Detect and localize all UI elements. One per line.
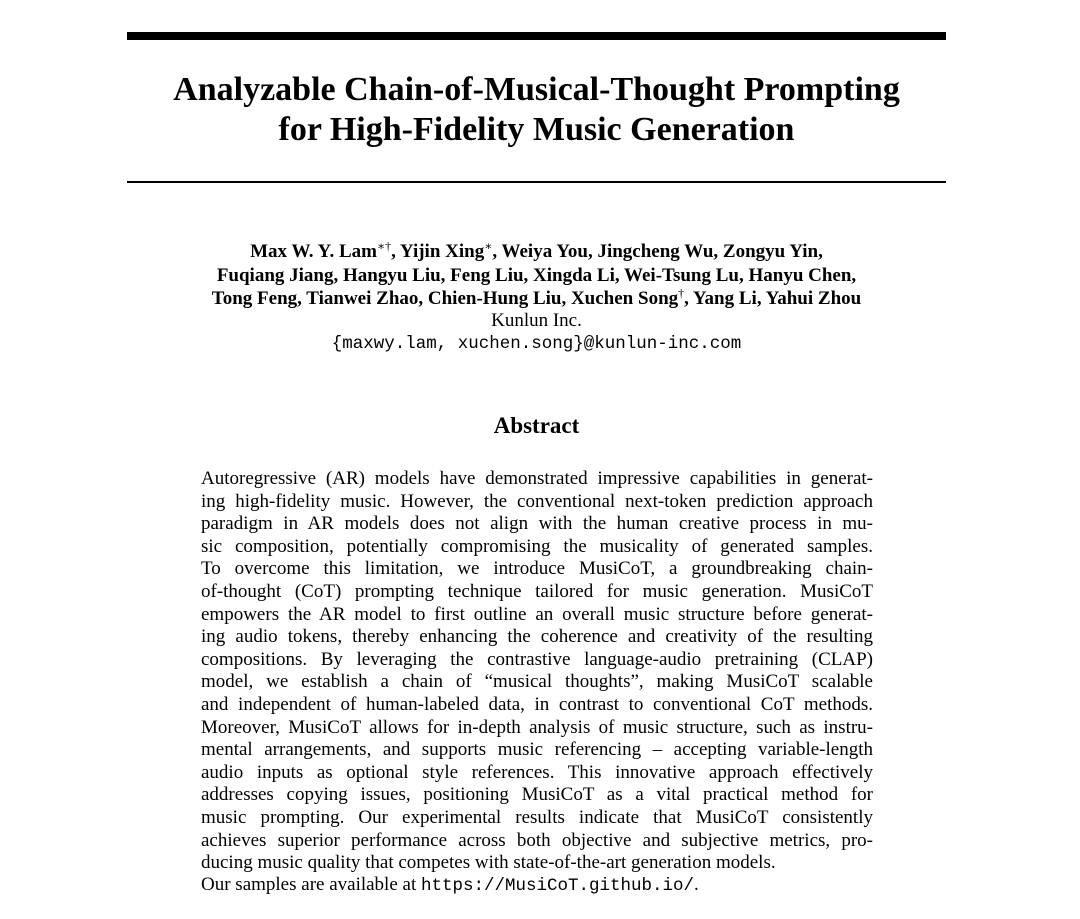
abstract-line: mental arrangements, and supports music referencing – accepting variable-length [201, 739, 873, 761]
samples-prefix: Our samples are available at [201, 874, 421, 895]
samples-link[interactable]: https://MusiCoT.github.io/ [420, 876, 695, 896]
abstract-line: music prompting. Our experimental results indicate that MusiCoT consistently [201, 806, 873, 828]
abstract-line: paradigm in AR models does not align with the human creative process in mu- [201, 513, 873, 535]
paper-title [127, 70, 946, 150]
abstract-body [201, 468, 873, 875]
author-names: , Weiya You, Jingcheng Wu, Zongyu Yin, [492, 241, 823, 262]
author-footnote-mark: ∗† [376, 239, 392, 253]
abstract-heading: Abstract [493, 413, 580, 438]
abstract-line: model, we establish a chain of “musical thoughts”, making MusiCoT scalable [201, 671, 873, 693]
abstract-line: of-thought (CoT) prompting technique tailored for music generation. MusiCoT [201, 580, 873, 602]
affiliation: Kunlun Inc. [491, 310, 582, 331]
author-line-2: Fuqiang Jiang, Hangyu Liu, Feng Liu, Xingda Li, Wei-Tsung Lu, Hanyu Chen, [216, 264, 857, 286]
abstract-line: Autoregressive (AR) models have demonstrated impressive capabilities in generat- [201, 468, 873, 489]
author-line-3 [127, 287, 946, 311]
contact-email: {maxwy.lam, xuchen.song}@kunlun-inc.com [331, 334, 742, 354]
author-names: Tong Feng, Tianwei Zhao, Chien-Hung Liu, Xuchen Song [211, 288, 679, 309]
author-line-1 [127, 240, 946, 264]
author-footnote-mark: ∗ [484, 239, 493, 253]
author-names: , Yang Li, Yahui Zhou [684, 288, 862, 309]
author-list [127, 240, 946, 311]
abstract-line: and independent of human-labeled data, in contrast to conventional CoT methods. [201, 693, 873, 715]
abstract-line: Moreover, MusiCoT allows for in-depth analysis of music structure, such as instru- [201, 716, 873, 738]
title-line-2: for High-Fidelity Music Generation [278, 111, 795, 148]
abstract-line: achieves superior performance across both objective and subjective metrics, pro- [201, 829, 873, 851]
abstract-line: compositions. By leveraging the contrastive language-audio pretraining (CLAP) [201, 648, 873, 670]
abstract-line: ing audio tokens, thereby enhancing the coherence and creativity of the resulting [201, 626, 873, 648]
author-name: , Yijin Xing [391, 241, 485, 262]
abstract-line: addresses copying issues, positioning MusiCoT as a vital practical method for [201, 784, 873, 806]
abstract-line: sic composition, potentially compromising the musicality of generated samples. [201, 535, 873, 557]
abstract-line: ducing music quality that competes with state-of-the-art generation models. [201, 852, 776, 874]
title-line-1: Analyzable Chain-of-Musical-Thought Prompting [173, 71, 900, 108]
abstract-line: To overcome this limitation, we introduce MusiCoT, a groundbreaking chain- [201, 558, 873, 580]
title-bottom-rule [127, 181, 946, 183]
abstract-line: empowers the AR model to first outline an overall music structure before generat- [201, 603, 873, 625]
author-name: Max W. Y. Lam [250, 241, 377, 262]
author-footnote-mark: † [678, 286, 685, 300]
samples-sentence [201, 874, 873, 898]
abstract-line: ing high-fidelity music. However, the conventional next-token prediction approach [201, 490, 873, 512]
samples-suffix: . [694, 874, 699, 895]
title-top-rule [127, 32, 946, 40]
abstract-line: audio inputs as optional style references. This innovative approach effectively [201, 761, 873, 783]
